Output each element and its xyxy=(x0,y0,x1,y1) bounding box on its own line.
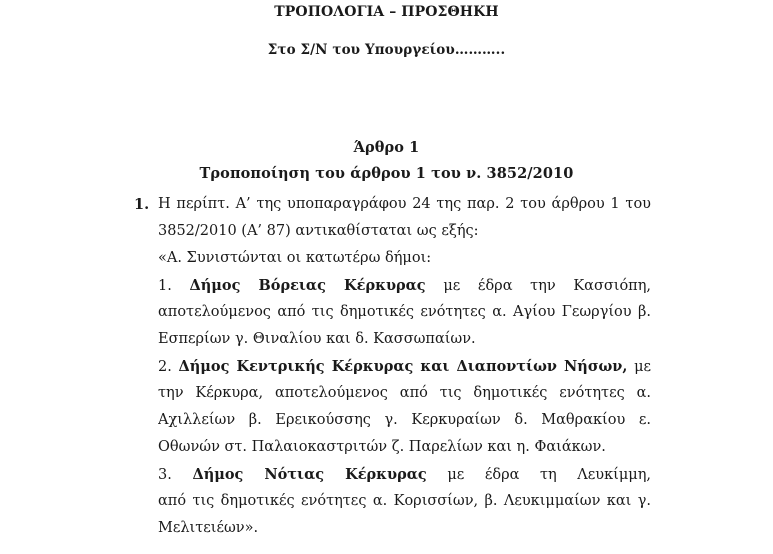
entry-text: με xyxy=(634,359,651,375)
item-number: 1. xyxy=(134,196,150,213)
entry-text: με έδρα τη Λευκίμμη, xyxy=(447,467,651,483)
municipality-name: Δήμος Κεντρικής Κέρκυρας και Διαποντίων Νήσων, xyxy=(178,358,628,375)
paragraph-line: από τις δημοτικές ενότητες α. Κορισσίων, β. Λευκιμμαίων και γ. xyxy=(158,493,651,509)
entry-number: 3. xyxy=(158,467,172,483)
paragraph-line: Η περίπτ. Α’ της υποπαραγράφου 24 της παρ. 2 του άρθρου 1 του xyxy=(158,196,651,212)
document-title: ΤΡΟΠΟΛΟΓΙΑ – ΠΡΟΣΘΗΚΗ xyxy=(274,4,499,20)
article-title: Τροποποίηση του άρθρου 1 του ν. 3852/2010 xyxy=(199,165,574,182)
entry-number: 1. xyxy=(158,278,172,294)
municipality-name: Δήμος Βόρειας Κέρκυρας xyxy=(189,277,426,294)
paragraph-line: «Α. Συνιστώνται οι κατωτέρω δήμοι: xyxy=(158,250,432,266)
paragraph-line: αποτελούμενος από τις δημοτικές ενότητες α. Αγίου Γεωργίου β. xyxy=(158,304,651,320)
paragraph-line: Μελιτειέων». xyxy=(158,520,259,536)
article-heading: Άρθρο 1 xyxy=(353,139,420,156)
municipality-entry-2 xyxy=(158,353,651,380)
paragraph-line: Οθωνών στ. Παλαιοκαστριτών ζ. Παρελίων και η. Φαιάκων. xyxy=(158,439,606,455)
paragraph-line: την Κέρκυρα, αποτελούμενος από τις δημοτικές ενότητες α. xyxy=(158,385,651,401)
entry-number: 2. xyxy=(158,359,172,375)
paragraph-line: Αχιλλείων β. Ερεικούσσης γ. Κερκυραίων δ. Μαθρακίου ε. xyxy=(158,412,651,428)
entry-text: με έδρα την Κασσιόπη, xyxy=(443,278,651,294)
paragraph-line: Εσπερίων γ. Θιναλίου και δ. Κασσωπαίων. xyxy=(158,331,476,347)
document-subtitle: Στο Σ/Ν του Υπουργείου……….. xyxy=(267,42,506,58)
paragraph-line: 3852/2010 (Α’ 87) αντικαθίσταται ως εξής: xyxy=(158,223,479,239)
municipality-entry-3 xyxy=(158,461,651,488)
municipality-entry-1 xyxy=(158,272,651,299)
article-body xyxy=(158,191,651,542)
municipality-name: Δήμος Νότιας Κέρκυρας xyxy=(192,466,427,483)
